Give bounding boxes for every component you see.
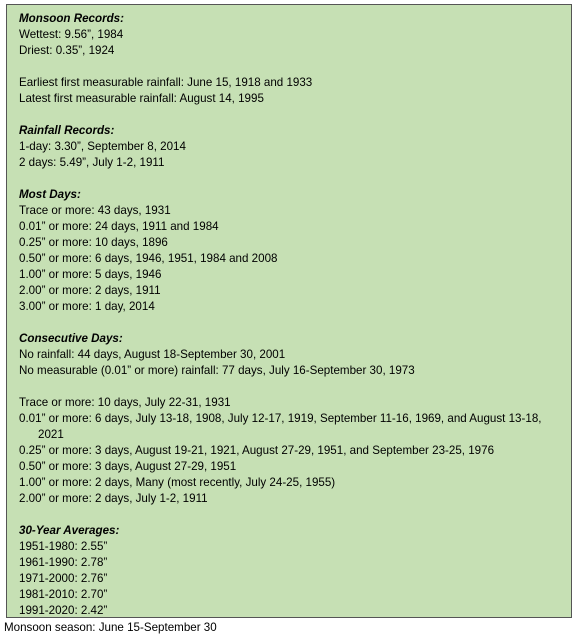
record-line: Latest first measurable rainfall: August 14, 1995 — [19, 92, 264, 105]
average-line: 1961-1990: 2.78” — [19, 556, 108, 569]
record-line: 1-day: 3.30”, September 8, 2014 — [19, 140, 186, 153]
thirty-year-averages-heading: 30-Year Averages: — [19, 524, 120, 537]
monsoon-records-heading: Monsoon Records: — [19, 12, 124, 25]
record-line: 2 days: 5.49”, July 1-2, 1911 — [19, 156, 165, 169]
average-line: 1991-2020: 2.42” — [19, 604, 108, 617]
rainfall-records-heading: Rainfall Records: — [19, 124, 115, 137]
record-line: 2.00” or more: 2 days, 1911 — [19, 284, 161, 297]
record-line: Wettest: 9.56”, 1984 — [19, 28, 124, 41]
record-line: 0.50” or more: 3 days, August 27-29, 1951 — [19, 460, 237, 473]
consecutive-days-heading: Consecutive Days: — [19, 332, 123, 345]
record-line: Driest: 0.35”, 1924 — [19, 44, 115, 57]
record-line: Trace or more: 10 days, July 22-31, 1931 — [19, 396, 231, 409]
record-line: Earliest first measurable rainfall: June 15, 1918 and 1933 — [19, 76, 313, 89]
average-line: 1981-2010: 2.70” — [19, 588, 108, 601]
record-line: 0.25” or more: 10 days, 1896 — [19, 236, 168, 249]
record-line: 0.25” or more: 3 days, August 19-21, 1921, August 27-29, 1951, and September 23-25, 1976 — [19, 444, 495, 457]
record-line: 0.01” or more: 6 days, July 13-18, 1908, July 12-17, 1919, September 11-16, 1969, and August 13-18, 2021 — [19, 412, 542, 441]
record-line: 3.00” or more: 1 day, 2014 — [19, 300, 155, 313]
monsoon-season-caption: Monsoon season: June 15-September 30 — [4, 621, 217, 634]
record-line: 0.50” or more: 6 days, 1946, 1951, 1984 and 2008 — [19, 252, 278, 265]
record-line: 0.01” or more: 24 days, 1911 and 1984 — [19, 220, 219, 233]
average-line: 1971-2000: 2.76” — [19, 572, 108, 585]
records-box — [6, 4, 572, 618]
average-line: 1951-1980: 2.55” — [19, 540, 108, 553]
record-line: Trace or more: 43 days, 1931 — [19, 204, 171, 217]
most-days-heading: Most Days: — [19, 188, 81, 201]
record-line: No measurable (0.01” or more) rainfall: 77 days, July 16-September 30, 1973 — [19, 364, 415, 377]
record-line: 1.00” or more: 5 days, 1946 — [19, 268, 162, 281]
record-line: 2.00” or more: 2 days, July 1-2, 1911 — [19, 492, 208, 505]
record-line: No rainfall: 44 days, August 18-September 30, 2001 — [19, 348, 286, 361]
record-line: 1.00” or more: 2 days, Many (most recently, July 24-25, 1955) — [19, 476, 336, 489]
